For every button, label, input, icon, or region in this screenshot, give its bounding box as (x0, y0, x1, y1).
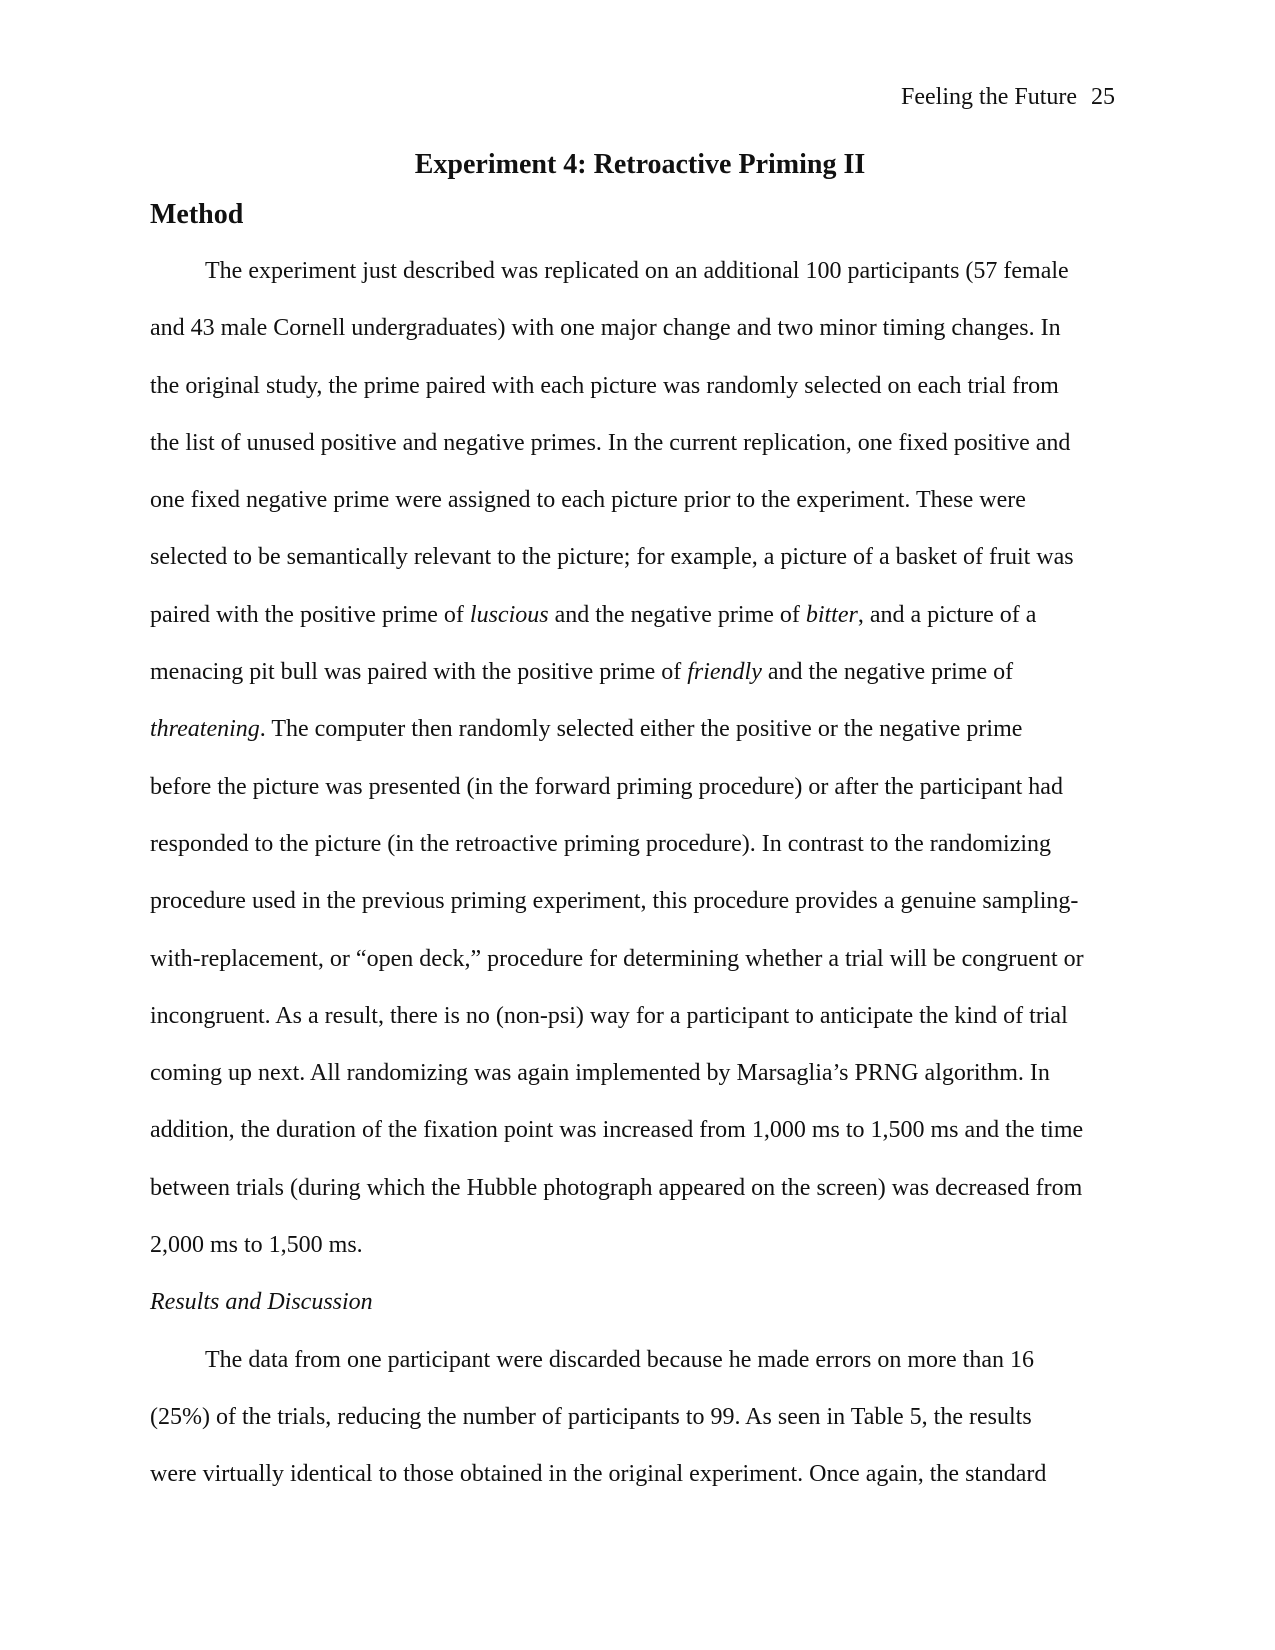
text-line: incongruent. As a result, there is no (non-psi) way for a participant to anticipate the kind of trial (150, 1002, 1068, 1029)
italic-term-bitter: bitter (805, 601, 858, 628)
method-paragraph (150, 243, 1125, 1274)
method-heading: Method (150, 199, 244, 230)
text-line: The experiment just described was replicated on an additional 100 participants (57 female (205, 258, 1069, 284)
text-run: paired with the positive prime of (150, 601, 470, 628)
text-line: procedure used in the previous priming experiment, this procedure provides a genuine sampling- (150, 888, 1079, 915)
text-line: and 43 male Cornell undergraduates) with one major change and two minor timing changes. In (150, 315, 1061, 342)
results-subheading: Results and Discussion (150, 1289, 373, 1316)
text-line (150, 644, 1125, 701)
text-line: (25%) of the trials, reducing the number of participants to 99. As seen in Table 5, the results (150, 1403, 1032, 1430)
text-line: The data from one participant were discarded because he made errors on more than 16 (205, 1346, 1034, 1373)
text-line (150, 587, 1125, 644)
text-line: between trials (during which the Hubble photograph appeared on the screen) was decreased from (150, 1174, 1083, 1201)
text-line: addition, the duration of the fixation point was increased from 1,000 ms to 1,500 ms and the time (150, 1117, 1084, 1144)
text-line: were virtually identical to those obtained in the original experiment. Once again, the standard (150, 1461, 1047, 1488)
italic-term-luscious: luscious (469, 601, 549, 628)
text-line: coming up next. All randomizing was again implemented by Marsaglia’s PRNG algorithm. In (150, 1060, 1050, 1087)
text-run: and the negative prime of (548, 601, 806, 628)
text-line: the list of unused positive and negative primes. In the current replication, one fixed positive and (150, 429, 1071, 456)
results-paragraph (150, 1332, 1125, 1504)
text-line: with-replacement, or “open deck,” procedure for determining whether a trial will be congruent or (150, 945, 1084, 972)
running-head-title: Feeling the Future (901, 84, 1077, 110)
text-run: menacing pit bull was paired with the positive prime of (150, 659, 688, 686)
text-line (150, 701, 1125, 758)
text-line: selected to be semantically relevant to the picture; for example, a picture of a basket of fruit was (150, 544, 1074, 571)
running-head (901, 82, 1115, 112)
text-run: and the negative prime of (761, 659, 1014, 686)
text-line: one fixed negative prime were assigned to each picture prior to the experiment. These were (150, 487, 1026, 514)
experiment-title: Experiment 4: Retroactive Priming II (414, 149, 866, 180)
text-line: responded to the picture (in the retroactive priming procedure). In contrast to the randomizing (150, 830, 1052, 857)
text-run: , and a picture of a (857, 601, 1037, 628)
text-line: before the picture was presented (in the forward priming procedure) or after the participant had (150, 773, 1063, 800)
page-body (150, 148, 1125, 1504)
text-run: . The computer then randomly selected either the positive or the negative prime (259, 716, 1023, 743)
italic-term-threatening: threatening (150, 716, 260, 743)
text-line: 2,000 ms to 1,500 ms. (150, 1232, 363, 1259)
text-line: the original study, the prime paired with each picture was randomly selected on each trial from (150, 372, 1059, 399)
italic-term-friendly: friendly (687, 659, 762, 686)
page-number: 25 (1091, 84, 1115, 110)
